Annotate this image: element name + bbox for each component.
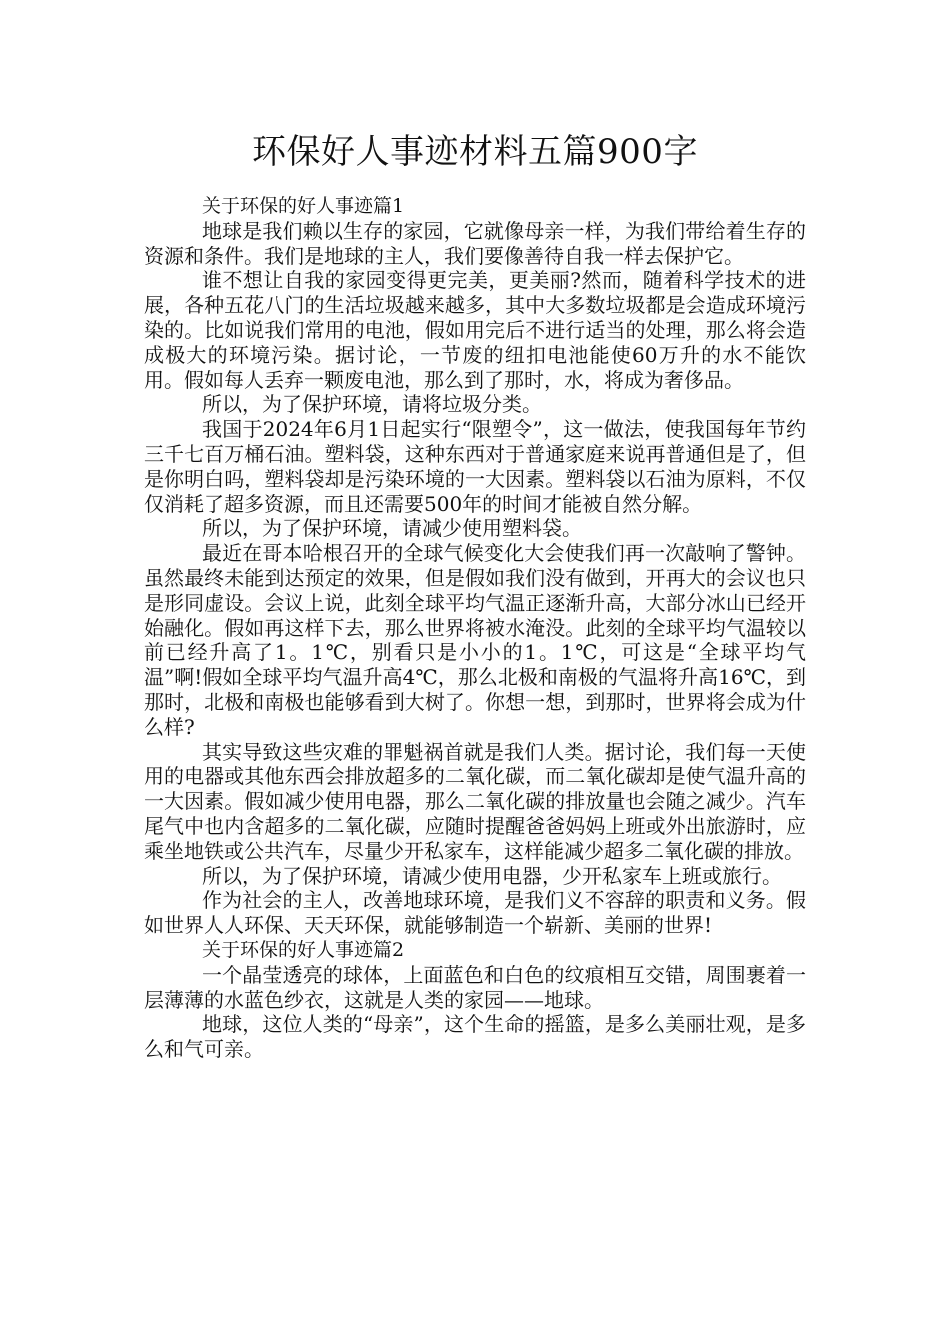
- paragraph: 最近在哥本哈根召开的全球气候变化大会使我们再一次敲响了警钟。虽然最终未能到达预定的效果，但是假如我们没有做到，开再大的会议也只是形同虚设。会议上说，此刻全球平均气温正逐渐升高，大部分冰山已经开始融化。假如再这样下去，那么世界将被水淹没。此刻的全球平均气温较以前已经升高了1。1℃，别看只是小小的1。1℃，可这是“全球平均气温”啊!假如全球平均气温升高4℃，那么北极和南极的气温将升高16℃，到那时，北极和南极也能够看到大树了。你想一想，到那时，世界将会成为什么样?: [144, 541, 806, 739]
- paragraph: 谁不想让自我的家园变得更完美，更美丽?然而，随着科学技术的进展，各种五花八门的生活垃圾越来越多，其中大多数垃圾都是会造成环境污染的。比如说我们常用的电池，假如用完后不进行适当的处理，那么将会造成极大的环境污染。据讨论，一节废的纽扣电池能使60万升的水不能饮用。假如每人丢弃一颗废电池，那么到了那时，水，将成为奢侈品。: [144, 268, 806, 392]
- paragraph: 我国于2024年6月1日起实行“限塑令”，这一做法，使我国每年节约三千七百万桶石油。塑料袋，这种东西对于普通家庭来说再普通但是了，但是你明白吗，塑料袋却是污染环境的一大因素。塑料袋以石油为原料，不仅仅消耗了超多资源，而且还需要500年的时间才能被自然分解。: [144, 417, 806, 516]
- paragraph: 地球，这位人类的“母亲”，这个生命的摇篮，是多么美丽壮观，是多么和气可亲。: [144, 1012, 806, 1062]
- paragraph: 一个晶莹透亮的球体，上面蓝色和白色的纹痕相互交错，周围裹着一层薄薄的水蓝色纱衣，这就是人类的家园——地球。: [144, 962, 806, 1012]
- paragraph: 作为社会的主人，改善地球环境，是我们义不容辞的职责和义务。假如世界人人环保、天天环保，就能够制造一个崭新、美丽的世界!: [144, 888, 806, 938]
- paragraph: 所以，为了保护环境，请将垃圾分类。: [202, 392, 542, 417]
- section-heading: 关于环保的好人事迹篇1: [202, 195, 405, 217]
- document-title: 环保好人事迹材料五篇900字: [252, 132, 698, 172]
- section-heading: 关于环保的好人事迹篇2: [202, 938, 405, 961]
- paragraph: 所以，为了保护环境，请减少使用电器，少开私家车上班或旅行。: [202, 863, 782, 888]
- paragraph: 地球是我们赖以生存的家园，它就像母亲一样，为我们带给着生存的资源和条件。我们是地球的主人，我们要像善待自我一样去保护它。: [144, 218, 806, 268]
- section-1: [144, 194, 806, 938]
- paragraph: 其实导致这些灾难的罪魁祸首就是我们人类。据讨论，我们每一天使用的电器或其他东西会排放超多的二氧化碳，而二氧化碳却是使气温升高的一大因素。假如减少使用电器，那么二氧化碳的排放量也会随之减少。汽车尾气中也内含超多的二氧化碳，应随时提醒爸爸妈妈上班或外出旅游时，应乘坐地铁或公共汽车，尽量少开私家车，这样能减少超多二氧化碳的排放。: [144, 739, 806, 863]
- section-2: [144, 938, 806, 1062]
- paragraph: 所以，为了保护环境，请减少使用塑料袋。: [202, 516, 582, 541]
- document-page: [144, 128, 806, 1062]
